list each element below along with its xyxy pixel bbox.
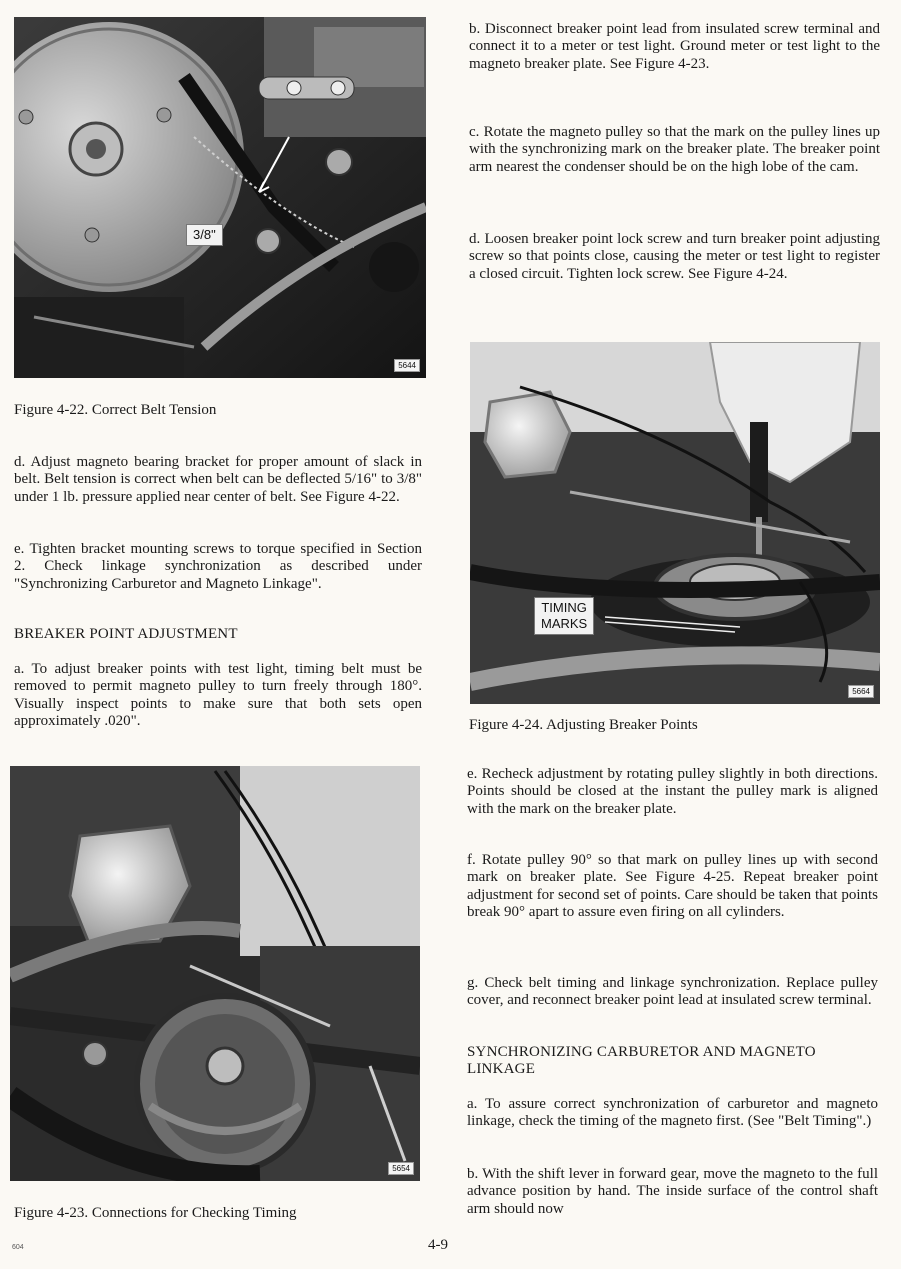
right-para-f: f. Rotate pulley 90° so that mark on pulley lines up with second mark on breaker plate. See Figure 4-25. Repeat breaker point adjustment for second set of points. Care should be taken that points break 90° apart to assure even firing on all cylinders.	[467, 852, 878, 920]
right-para-d: d. Loosen breaker point lock screw and turn breaker point adjusting screw so that points close, causing the meter or test light to register a closed circuit. Tighten lock screw. See Figure 4-24.	[469, 231, 880, 282]
figure-4-24-caption: Figure 4-24. Adjusting Breaker Points	[469, 717, 698, 733]
figure-4-22-photo	[14, 17, 426, 378]
timing-marks-label-line2: MARKS	[541, 616, 588, 631]
right-para-c: c. Rotate the magneto pulley so that the mark on the pulley lines up with the synchronizing mark on the breaker plate. The breaker point arm nearest the condenser should be on the high lobe of the cam.	[469, 124, 880, 175]
figure-4-23-caption: Figure 4-23. Connections for Checking Timing	[14, 1205, 297, 1221]
belt-deflection-label: 3/8"	[186, 224, 223, 246]
timing-marks-label-line1: TIMING	[541, 600, 587, 615]
timing-connections-illustration	[10, 766, 420, 1181]
photo-number: 5654	[388, 1162, 414, 1175]
figure-4-24-photo	[470, 342, 880, 704]
left-para-e: e. Tighten bracket mounting screws to torque specified in Section 2. Check linkage synchronization as described under "Synchronizing Carburetor and Magneto Linkage".	[14, 541, 422, 592]
right-para-g: g. Check belt timing and linkage synchronization. Replace pulley cover, and reconnect breaker point lead at insulated screw terminal.	[467, 975, 878, 1009]
figure-4-23-photo	[10, 766, 420, 1181]
photo-number: 5664	[848, 685, 874, 698]
left-para-a: a. To adjust breaker points with test light, timing belt must be removed to permit magneto pulley to turn freely through 180°. Visually inspect points to make sure that both sets open approximately .020".	[14, 661, 422, 729]
document-code: 604	[12, 1244, 24, 1251]
belt-tension-illustration	[14, 17, 426, 378]
right-para-e: e. Recheck adjustment by rotating pulley slightly in both directions. Points should be closed at the instant the pulley mark is aligned with the mark on the breaker plate.	[467, 766, 878, 817]
right-para-b: b. Disconnect breaker point lead from insulated screw terminal and connect it to a meter or test light. Ground meter or test light to the magneto breaker plate. See Figure 4-23.	[469, 21, 880, 72]
section-heading-breaker-point: BREAKER POINT ADJUSTMENT	[14, 626, 238, 642]
right-para-a2: a. To assure correct synchronization of carburetor and magneto linkage, check the timing of the magneto first. (See "Belt Timing".)	[467, 1096, 878, 1130]
left-para-d: d. Adjust magneto bearing bracket for proper amount of slack in belt. Belt tension is correct when belt can be deflected 5/16" to 3/8" under 1 lb. pressure applied near center of belt. See Figure 4-22.	[14, 454, 422, 505]
page-number: 4-9	[428, 1237, 448, 1253]
adjusting-breaker-points-illustration	[470, 342, 880, 704]
section-heading-synchronizing: SYNCHRONIZING CARBURETOR AND MAGNETO LINKAGE	[467, 1044, 816, 1078]
timing-marks-label	[534, 597, 594, 635]
photo-number: 5644	[394, 359, 420, 372]
right-para-b2: b. With the shift lever in forward gear, move the magneto to the full advance position by hand. The inside surface of the control shaft arm should now	[467, 1166, 878, 1217]
figure-4-22-caption: Figure 4-22. Correct Belt Tension	[14, 402, 217, 418]
